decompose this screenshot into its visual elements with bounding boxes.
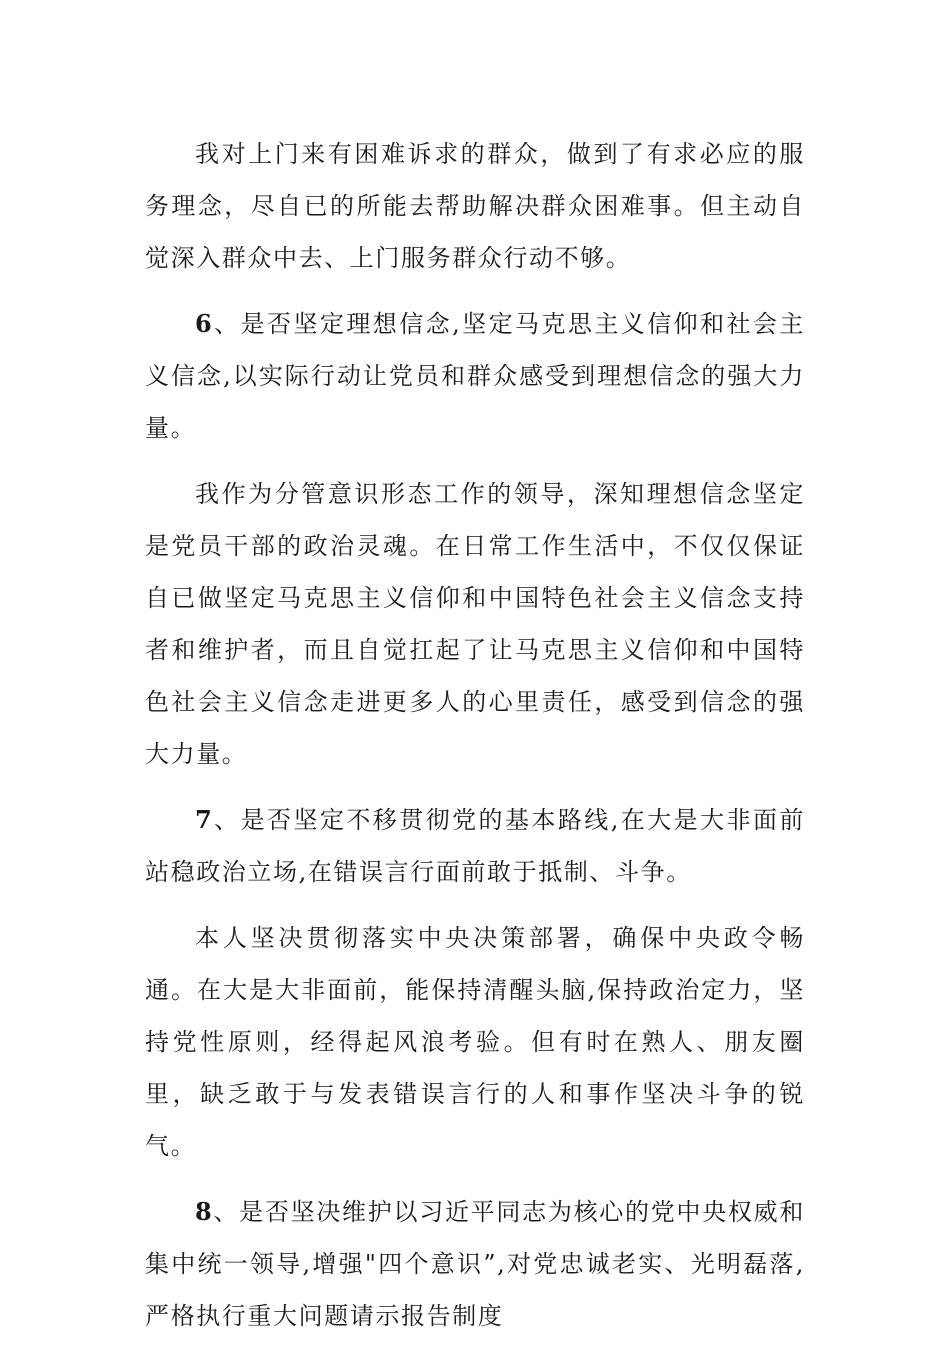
question-paragraph <box>145 298 805 454</box>
answer-paragraph: 我对上门来有困难诉求的群众，做到了有求必应的服务理念，尽自已的所能去帮助解决群众困难事。但主动自觉深入群众中去、上门服务群众行动不够。 <box>145 140 805 272</box>
question-paragraph <box>145 1186 805 1342</box>
question-text: 、是否坚决维护以习近平同志为核心的党中央权威和集中统一领导,增强"四个意识”,对党忠诚老实、光明磊落,严格执行重大问题请示报告制度 <box>145 1198 805 1330</box>
question-text: 、是否坚定理想信念,坚定马克思主义信仰和社会主义信念,以实际行动让党员和群众感受到理想信念的强大力量。 <box>145 310 805 442</box>
question-text: 、是否坚定不移贯彻党的基本路线,在大是大非面前站稳政治立场,在错误言行面前敢于抵制、斗争。 <box>145 806 805 886</box>
document-page <box>145 128 805 1356</box>
question-number: 8 <box>195 1197 214 1226</box>
question-number: 7 <box>195 805 214 834</box>
question-paragraph <box>145 794 805 898</box>
answer-paragraph: 本人坚决贯彻落实中央决策部署，确保中央政令畅通。在大是大非面前，能保持清醒头脑,保持政治定力，坚持党性原则，经得起风浪考验。但有时在熟人、朋友圈里，缺乏敢于与发表错误言行的人和事作坚决斗争的锐气。 <box>145 924 805 1160</box>
answer-paragraph: 我作为分管意识形态工作的领导，深知理想信念坚定是党员干部的政治灵魂。在日常工作生活中，不仅仅保证自已做坚定马克思主义信仰和中国特色社会主义信念支持者和维护者，而且自觉扛起了让马克思主义信仰和中国特色社会主义信念走进更多人的心里责任，感受到信念的强大力量。 <box>145 480 805 768</box>
question-number: 6 <box>195 309 214 338</box>
